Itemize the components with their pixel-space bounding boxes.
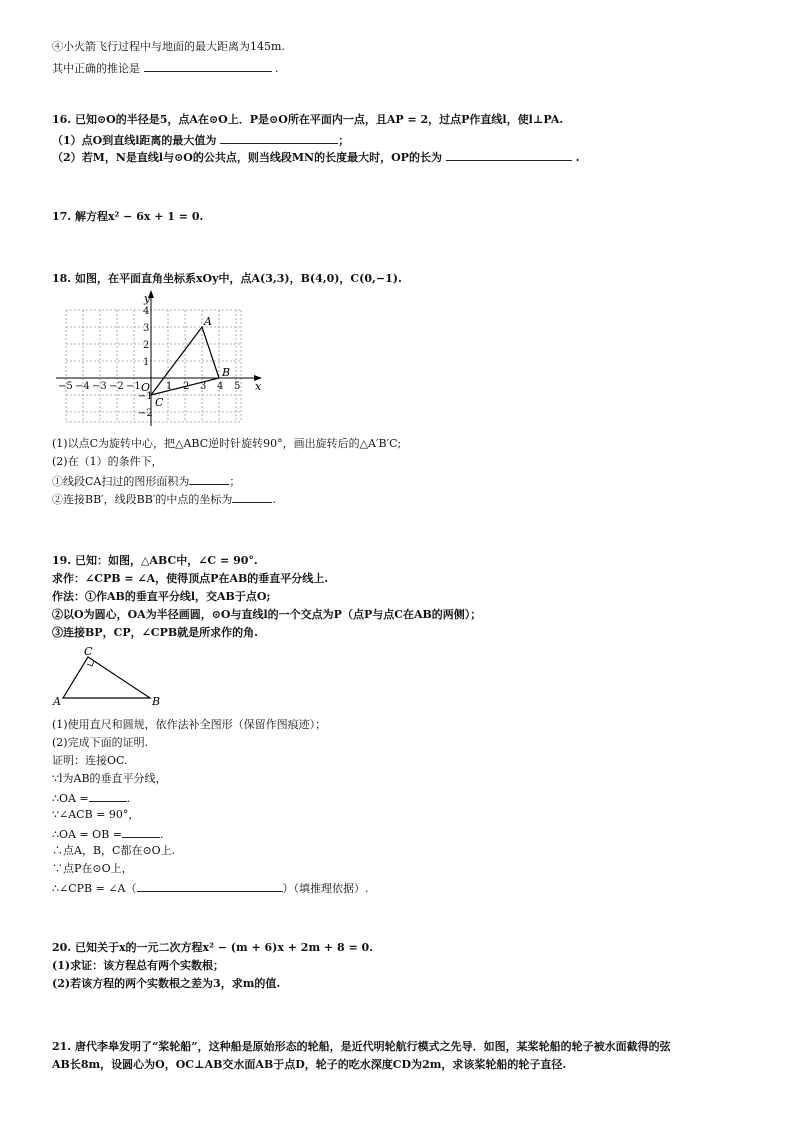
question-18: 18. 如图，在平面直角坐标系xOy中，点A(3,3)，B(4,0)，C(0,−1). — [52, 272, 402, 285]
proof-line-6: ∴点A，B，C都在⊙O上. — [52, 844, 176, 857]
y-axis-label: y — [144, 292, 151, 305]
y-tick: 1 — [143, 357, 150, 368]
origin-label: O — [141, 381, 151, 394]
vertex-a-label: A — [53, 695, 61, 708]
y-tick: 3 — [143, 323, 150, 334]
answer-blank-19-3[interactable] — [137, 880, 283, 892]
answer-blank-19-1[interactable] — [89, 790, 127, 802]
question-19-step-1: 作法：①作AB的垂直平分线l，交AB于点O; — [52, 590, 271, 603]
point-a-label: A — [204, 315, 212, 328]
vertex-c-label: C — [84, 645, 93, 658]
question-19-step-3: ③连接BP，CP，∠CPB就是所求作的角. — [52, 626, 258, 639]
question-21-line-2: AB长8m，设圆心为O，OC⊥AB交水面AB于点D，轮子的吃水深度CD为2m，求该桨轮船的轮子直径. — [52, 1058, 567, 1071]
x-tick: −2 — [109, 381, 124, 392]
question-19: 19. 已知：如图，△ABC中，∠C = 90°. — [52, 554, 258, 567]
question-19-part-1: (1)使用直尺和圆规，依作法补全图形（保留作图痕迹）； — [52, 718, 327, 731]
question-19-part-2: (2)完成下面的证明. — [52, 736, 149, 749]
proof-line-4: ∵∠ACB = 90°， — [52, 808, 140, 821]
proof-line-3: ∴OA = . — [52, 792, 131, 805]
question-16-part-1: （1）点O到直线l距离的最大值为 ； — [52, 134, 350, 147]
line-correct-conclusions: 其中正确的推论是 . — [52, 62, 279, 75]
answer-blank-16-2[interactable] — [446, 149, 572, 161]
question-17: 17. 解方程x² − 6x + 1 = 0. — [52, 210, 204, 223]
point-b-label: B — [222, 366, 231, 379]
answer-blank-16-1[interactable] — [220, 132, 338, 144]
y-tick: −2 — [138, 408, 153, 419]
x-tick: 3 — [200, 381, 207, 392]
question-18-part-2: (2)在（1）的条件下， — [52, 455, 163, 468]
question-20-part-2: (2)若该方程的两个实数根之差为3，求m的值. — [52, 977, 281, 990]
proof-line-5: ∴OA = OB = . — [52, 828, 164, 841]
question-18-part-2-1: ①线段CA扫过的图形面积为 ； — [52, 475, 241, 488]
x-tick: −5 — [58, 381, 73, 392]
question-20-part-1: (1)求证：该方程总有两个实数根； — [52, 959, 225, 972]
x-tick: −1 — [126, 381, 141, 392]
x-axis-label: x — [255, 380, 262, 393]
question-18-part-2-2: ②连接BB′，线段BB′的中点的坐标为 . — [52, 493, 276, 506]
line-rocket-statement: ④小火箭飞行过程中与地面的最大距离为145m. — [52, 40, 285, 53]
y-tick: 2 — [143, 340, 150, 351]
question-16: 16. 已知⊙O的半径是5，点A在⊙O上．P是⊙O所在平面内一点，且AP = 2，过点P作直线l，使l⊥PA. — [52, 113, 564, 126]
answer-blank-19-2[interactable] — [122, 826, 160, 838]
proof-line-8: ∴∠CPB = ∠A（ ）（填推理依据）. — [52, 882, 369, 895]
x-tick: −3 — [92, 381, 107, 392]
question-19-requirement: 求作：∠CPB = ∠A，使得顶点P在AB的垂直平分线上. — [52, 572, 329, 585]
y-tick: −1 — [138, 391, 153, 402]
x-tick: 1 — [166, 381, 173, 392]
question-18-part-1: (1)以点C为旋转中心，把△ABC逆时针旋转90°，画出旋转后的△A′B′C; — [52, 437, 402, 450]
answer-blank-18-1[interactable] — [189, 473, 229, 485]
point-c-label: C — [155, 396, 164, 409]
coordinate-graph-18 — [48, 290, 268, 430]
answer-blank-18-2[interactable] — [232, 491, 272, 503]
triangle-figure-19 — [50, 645, 180, 710]
question-21-line-1: 21. 唐代李皋发明了“桨轮船”，这种船是原始形态的轮船，是近代明轮航行模式之先导．如图，某桨轮船的轮子被水面截得的弦 — [52, 1040, 671, 1053]
x-tick: 5 — [234, 381, 241, 392]
question-20: 20. 已知关于x的一元二次方程x² − (m + 6)x + 2m + 8 = 0. — [52, 941, 373, 954]
proof-line-7: ∵点P在⊙O上， — [52, 862, 133, 875]
vertex-b-label: B — [152, 695, 161, 708]
answer-blank-15[interactable] — [144, 60, 272, 72]
proof-line-2: ∵l为AB的垂直平分线， — [52, 772, 167, 785]
y-tick: 4 — [143, 306, 150, 317]
question-16-part-2: （2）若M，N是直线l与⊙O的公共点，则当线段MN的长度最大时，OP的长为 . — [52, 151, 580, 164]
proof-line-1: 证明：连接OC. — [52, 754, 128, 767]
question-19-step-2: ②以O为圆心，OA为半径画圆，⊙O与直线l的一个交点为P（点P与点C在AB的两侧）； — [52, 608, 482, 621]
x-tick: 2 — [183, 381, 190, 392]
x-tick: −4 — [75, 381, 90, 392]
x-tick: 4 — [217, 381, 224, 392]
